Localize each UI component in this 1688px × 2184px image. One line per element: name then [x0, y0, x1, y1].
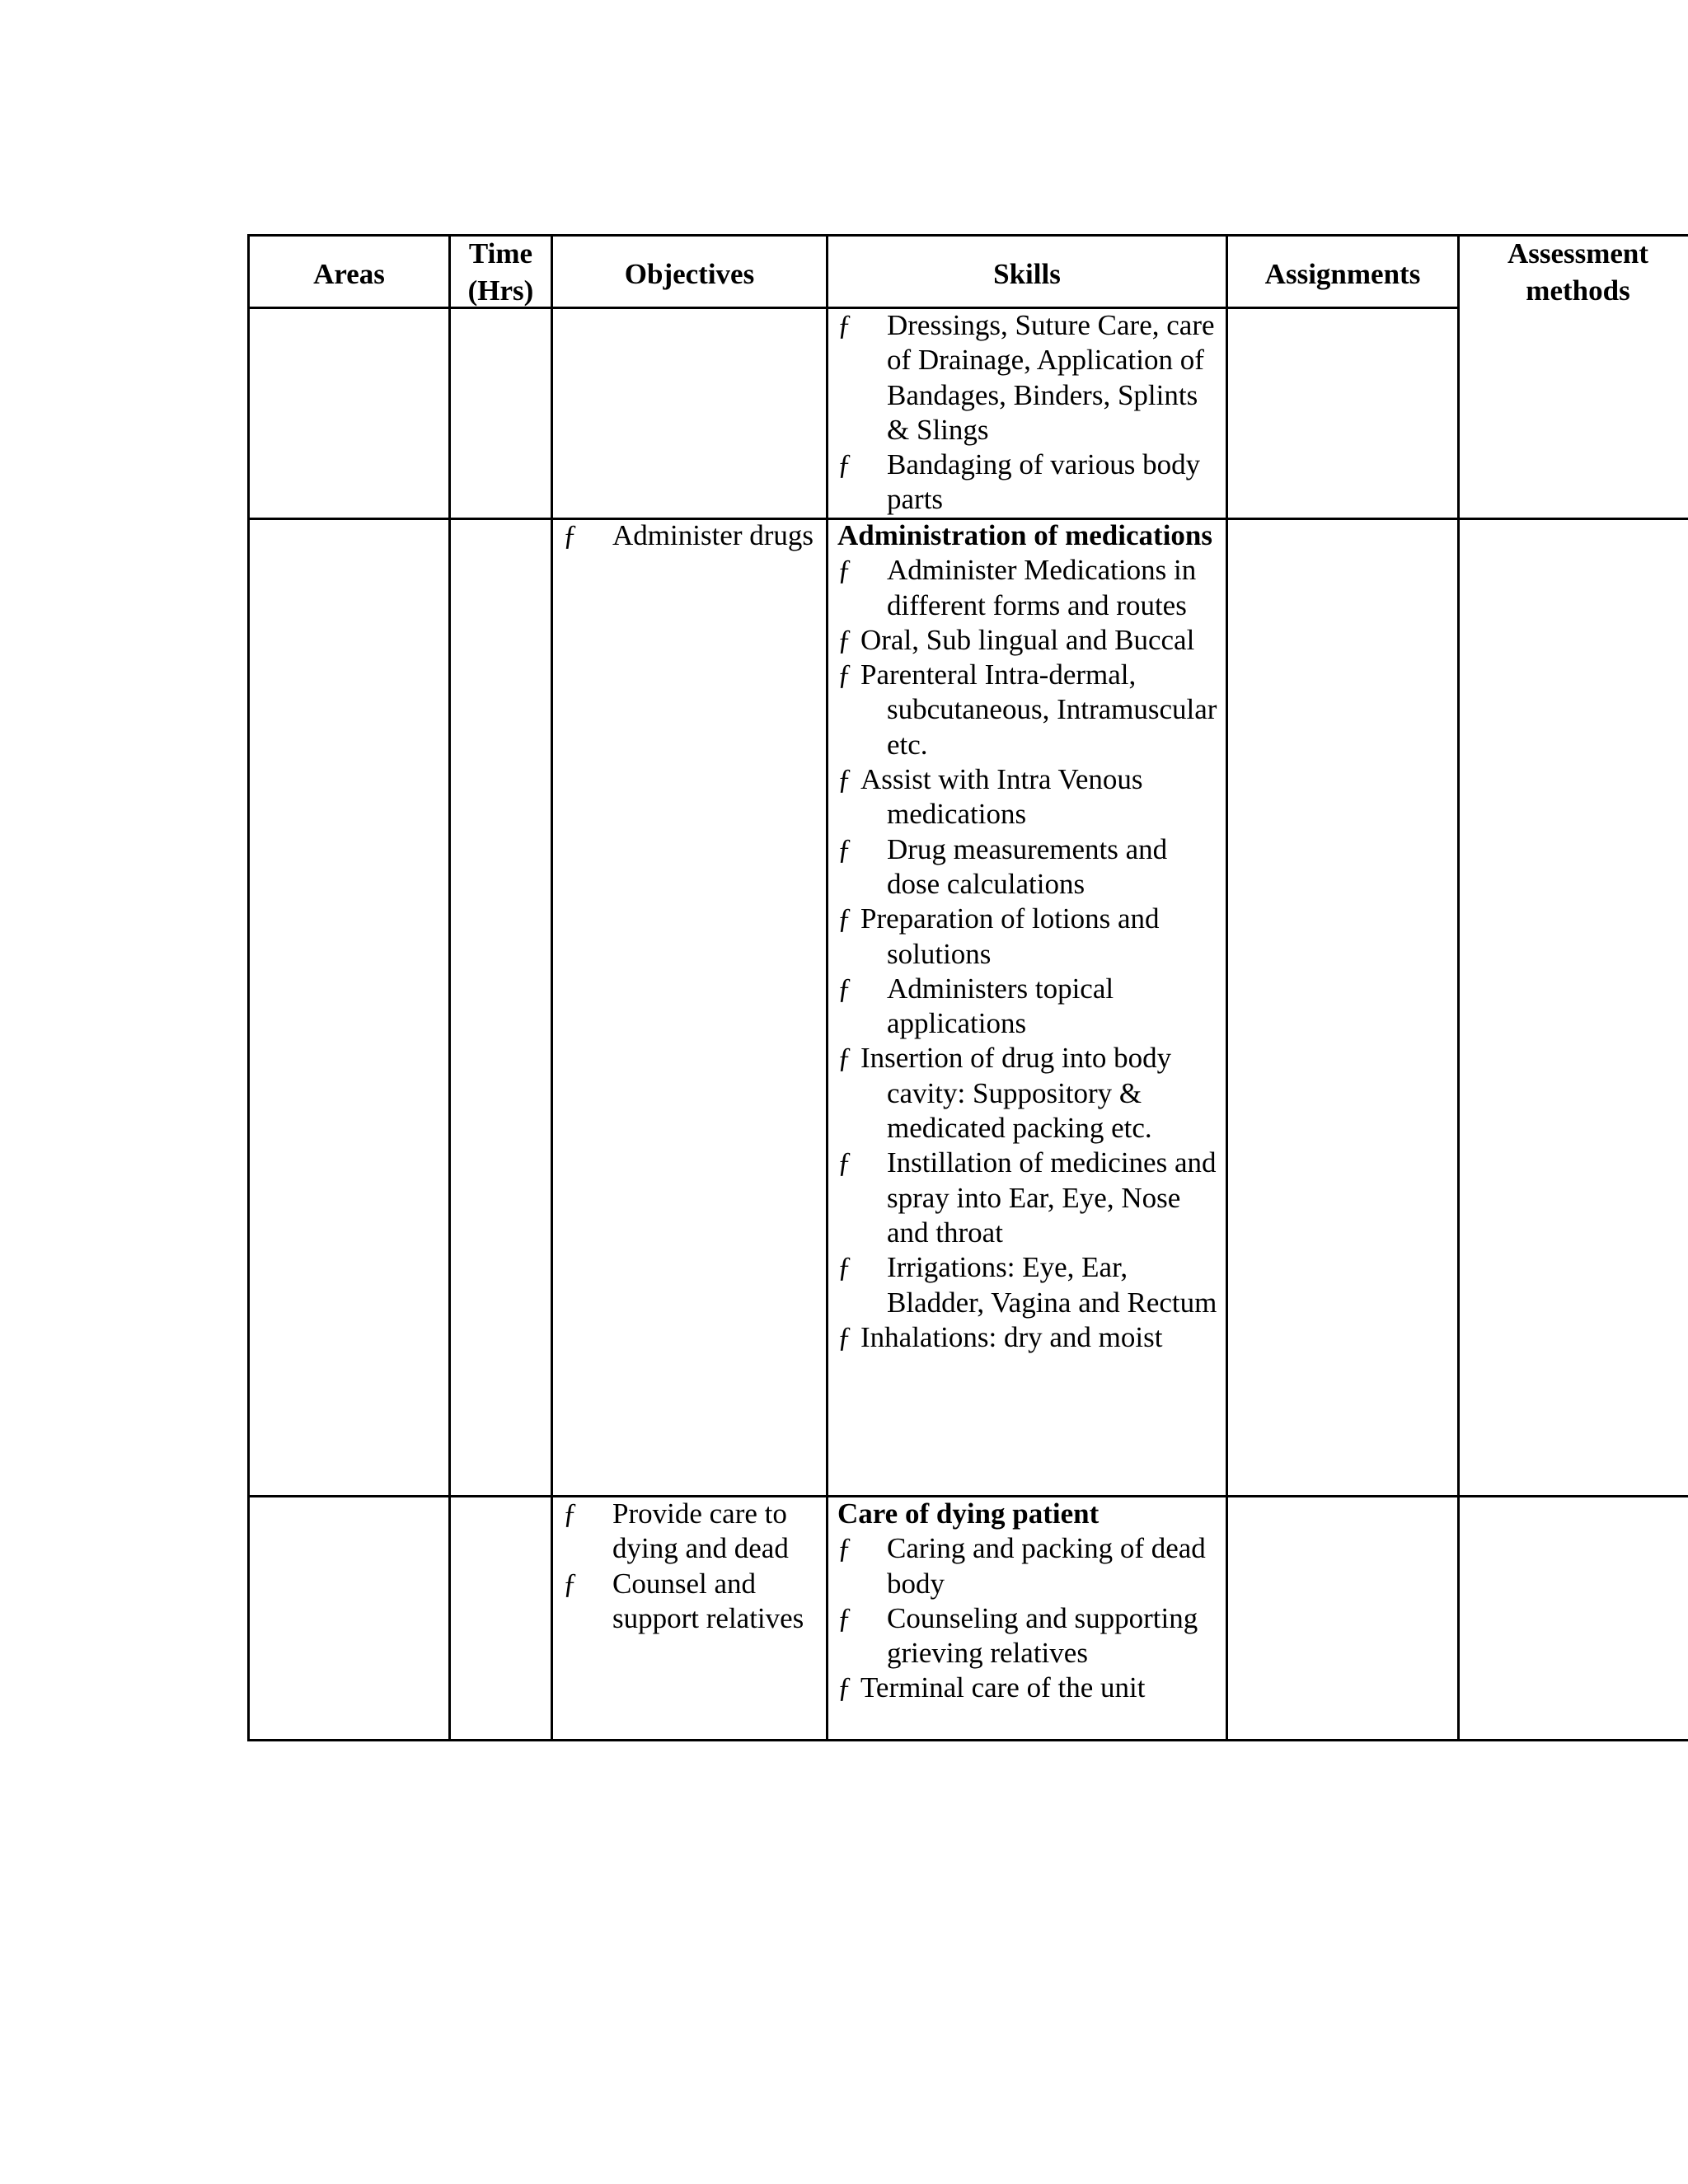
bullet-marker: ƒ [837, 309, 852, 341]
skills-section-title: Administration of medications [837, 519, 1212, 551]
header-assessment-line1: Assessment [1507, 237, 1649, 269]
row3-skills-cell [837, 1497, 1225, 1706]
header-skills-text: Skills [993, 258, 1061, 290]
col-rule-areas [448, 234, 451, 1741]
row2-skills-cell [837, 518, 1225, 1355]
list-item [837, 1671, 1225, 1705]
skill-text: Bandaging of various body parts [887, 448, 1201, 516]
row3-objectives-cell [563, 1497, 818, 1636]
skill-text: Terminal care of the unit [860, 1671, 1146, 1704]
skills-section-title: Care of dying patient [837, 1497, 1100, 1530]
list-item [837, 658, 1225, 762]
col-rule-left [247, 234, 250, 1741]
bullet-marker: ƒ [837, 902, 852, 935]
bullet-marker: ƒ [837, 1146, 852, 1179]
header-time [451, 235, 551, 309]
bullet-marker: ƒ [563, 1567, 578, 1600]
skill-text: Dressings, Suture Care, care of Drainage, Application of Bandages, Binders, Splints & Slings [887, 309, 1215, 446]
skill-text: Caring and packing of dead body [887, 1532, 1206, 1600]
header-assessment-line2: methods [1526, 274, 1630, 307]
bullet-marker: ƒ [837, 448, 852, 481]
skill-text: Drug measurements and dose calculations [887, 832, 1168, 900]
header-areas-text: Areas [313, 258, 385, 290]
list-item [837, 1320, 1225, 1355]
header-time-line2: (Hrs) [467, 274, 534, 307]
skill-text: Assist with Intra Venous medications [860, 763, 1143, 831]
skill-text: Oral, Sub lingual and Buccal [860, 623, 1195, 656]
skill-text: Counseling and supporting grieving relatives [887, 1601, 1198, 1670]
bullet-marker: ƒ [837, 554, 852, 587]
col-rule-time [551, 234, 553, 1741]
header-areas [250, 255, 448, 293]
skill-text: Administer Medications in different forms and routes [887, 554, 1197, 621]
objective-text: Administer drugs [612, 519, 814, 551]
row2-objectives-cell [563, 518, 818, 553]
bullet-marker: ƒ [837, 1251, 852, 1284]
list-item [837, 623, 1225, 658]
bullet-marker: ƒ [837, 658, 852, 691]
skill-text: Instillation of medicines and spray into Ear, Eye, Nose and throat [887, 1146, 1217, 1249]
skill-text: Parenteral Intra-dermal, subcutaneous, Intramuscular etc. [860, 658, 1217, 761]
header-objectives-text: Objectives [624, 258, 755, 290]
list-item [837, 1041, 1225, 1146]
header-objectives [553, 255, 826, 293]
list-item [563, 1567, 818, 1637]
bullet-marker: ƒ [563, 1497, 578, 1530]
objective-text: Counsel and support relatives [612, 1567, 804, 1634]
skill-text: Administers topical applications [887, 972, 1114, 1040]
header-assignments-text: Assignments [1264, 258, 1421, 290]
list-item [837, 832, 1225, 902]
list-item [837, 1146, 1225, 1250]
list-item [837, 1601, 1225, 1671]
col-rule-assignments [1457, 234, 1460, 1741]
bullet-marker: ƒ [837, 1042, 852, 1075]
list-item [563, 1497, 818, 1567]
bullet-marker: ƒ [837, 1532, 852, 1565]
skill-text: Insertion of drug into body cavity: Suppository & medicated packing etc. [860, 1042, 1172, 1145]
list-item [837, 448, 1225, 518]
header-time-line1: Time [468, 237, 533, 269]
col-rule-skills [1226, 234, 1228, 1741]
bullet-marker: ƒ [837, 972, 852, 1005]
skill-text: Inhalations: dry and moist [860, 1320, 1163, 1353]
header-assessment [1460, 235, 1688, 309]
skill-text: Irrigations: Eye, Ear, Bladder, Vagina and Rectum [887, 1251, 1217, 1319]
bullet-marker: ƒ [563, 519, 578, 551]
bullet-marker: ƒ [837, 1601, 852, 1634]
bullet-marker: ƒ [837, 832, 852, 865]
list-item [837, 1531, 1225, 1601]
col-rule-objectives [826, 234, 828, 1741]
objective-text: Provide care to dying and dead [612, 1497, 789, 1565]
list-item [837, 1250, 1225, 1320]
bullet-marker: ƒ [837, 763, 852, 796]
row1-skills-cell [837, 308, 1225, 518]
list-item [837, 553, 1225, 623]
list-item [837, 762, 1225, 832]
header-skills [828, 255, 1226, 293]
list-item [563, 518, 818, 553]
rule-table-bottom [247, 1739, 1688, 1741]
list-item [837, 902, 1225, 972]
bullet-marker: ƒ [837, 1320, 852, 1353]
list-item [837, 308, 1225, 448]
header-assignments [1228, 255, 1457, 293]
bullet-marker: ƒ [837, 1671, 852, 1704]
list-item [837, 972, 1225, 1042]
bullet-marker: ƒ [837, 623, 852, 656]
skill-text: Preparation of lotions and solutions [860, 902, 1160, 970]
